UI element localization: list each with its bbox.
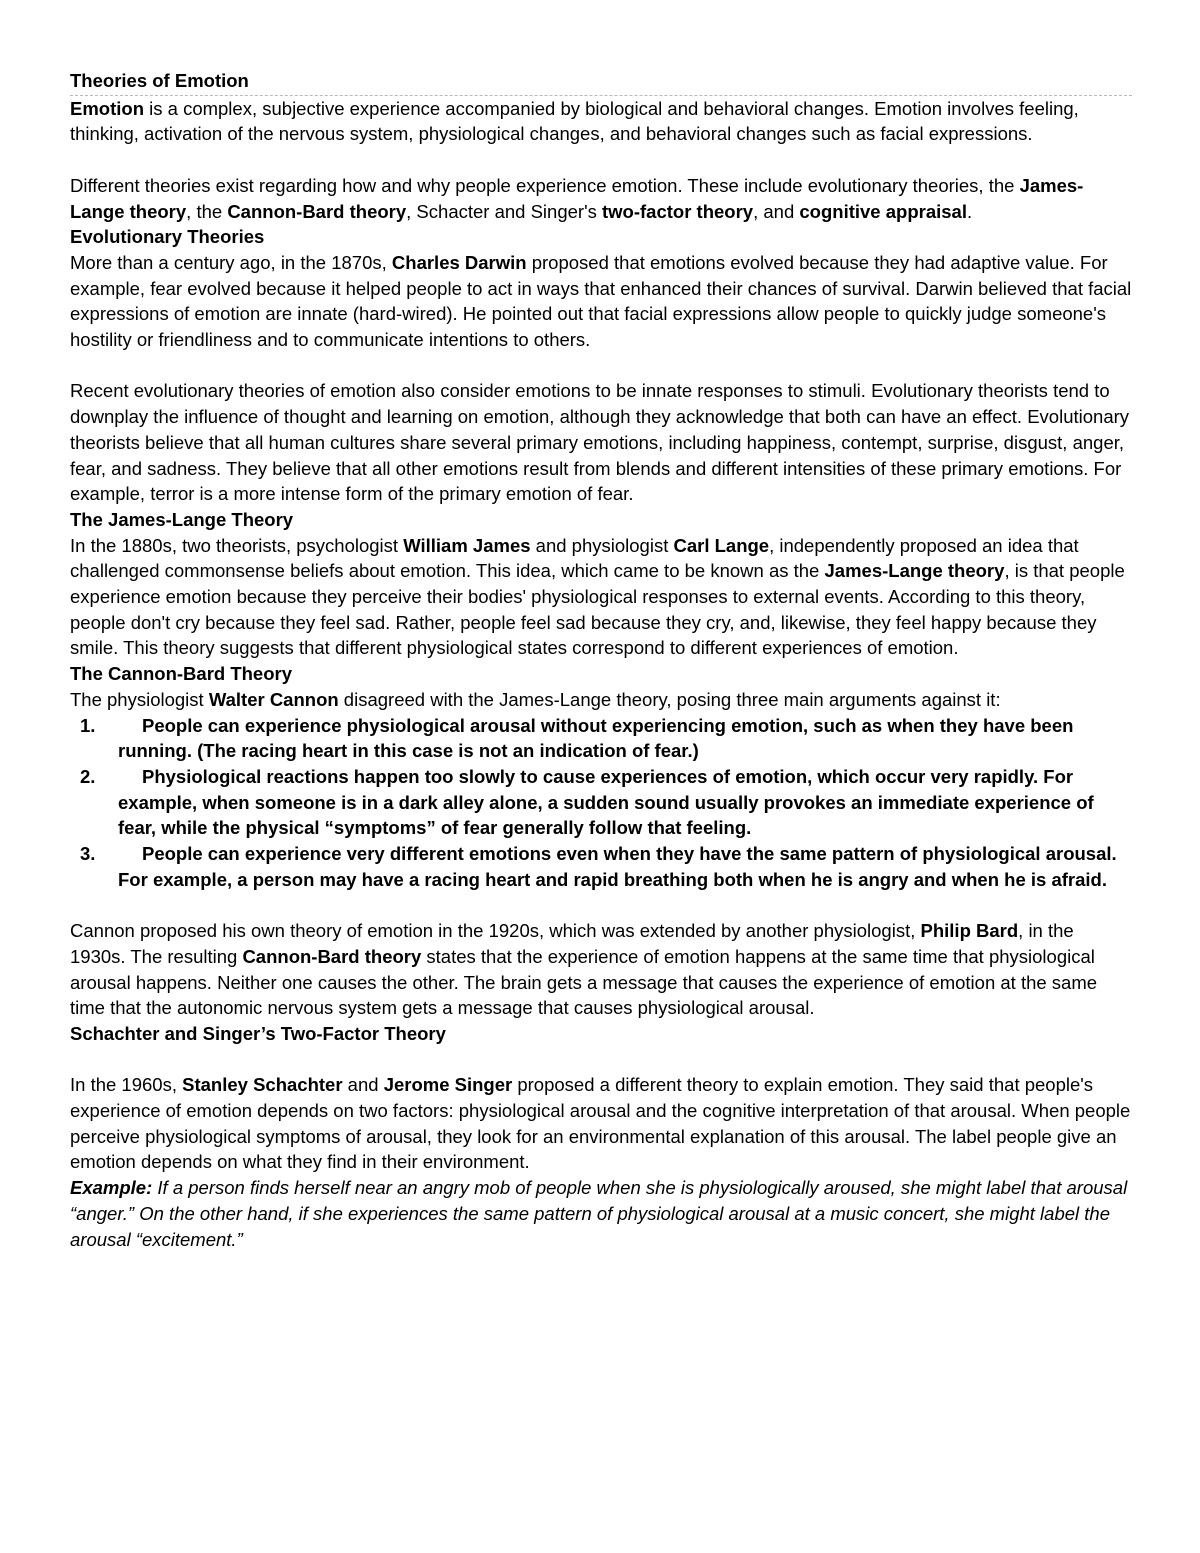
name-carl-lange: Carl Lange — [673, 534, 770, 556]
list-number: 1. — [80, 714, 96, 736]
list-item — [70, 764, 1132, 841]
intro-paragraph-1: Emotion is a complex, subjective experience accompanied by biological and behavioral changes. Emotion involves feeling, thinking, activation of the nervous system, physiological changes, and behavioral changes such as facial expressions. — [70, 97, 1079, 145]
name-william-james: William James — [403, 534, 531, 556]
james-lange-paragraph: In the 1880s, two theorists, psychologist William James and physiologist Carl Lange, independently proposed an idea that challenged commonsense beliefs about emotion. This idea, which came to be known as the James-Lange theory, is that people experience emotion because they perceive their bodies' physiological responses to external events. According to this theory, people don't cry because they feel sad. Rather, people feel sad because they cry, and, likewise, they feel happy because they smile. This theory suggests that different physiological states correspond to different experiences of emotion. — [70, 534, 1125, 659]
term-emotion: Emotion — [70, 97, 144, 119]
list-item — [70, 841, 1132, 892]
document-title: Theories of Emotion — [70, 70, 249, 91]
name-walter-cannon: Walter Cannon — [208, 688, 339, 710]
name-philip-bard: Philip Bard — [920, 920, 1019, 942]
evolutionary-paragraph-2: Recent evolutionary theories of emotion also consider emotions to be innate responses to stimuli. Evolutionary theorists tend to downplay the influence of thought and learning on emotion, although they acknowledge that both can have an effect. Evolutionary theorists believe that all human cultures share several primary emotions, including happiness, contempt, surprise, disgust, anger, fear, and sadness. They believe that all other emotions result from blends and different intensities of these primary emotions. For example, terror is a more intense form of the primary emotion of fear. — [70, 380, 1130, 505]
heading-cannon-bard: The Cannon-Bard Theory — [70, 663, 293, 685]
example-label: Example: — [70, 1177, 153, 1199]
term-cannon-bard: Cannon-Bard theory — [227, 200, 407, 222]
list-text: People can experience physiological arousal without experiencing emotion, such as when they have been running. (The racing heart in this case is not an indication of fear.) — [118, 714, 1074, 762]
term-james-lange-theory: James-Lange theory — [824, 560, 1005, 582]
arguments-list — [70, 713, 1132, 893]
term-james-lange: James-Lange theory — [70, 174, 1084, 222]
document-body — [70, 68, 1132, 1252]
name-jerome-singer: Jerome Singer — [383, 1074, 513, 1096]
two-factor-paragraph: In the 1960s, Stanley Schachter and Jerome Singer proposed a different theory to explain emotion. They said that people's experience of emotion depends on two factors: physiological arousal and the cognitive interpretation of that arousal. When people perceive physiological symptoms of arousal, they look for an environmental explanation of this arousal. The label people give an emotion depends on what they find in their environment. — [70, 1074, 1131, 1173]
term-two-factor: two-factor theory — [602, 200, 754, 222]
cannon-bard-paragraph: Cannon proposed his own theory of emotion in the 1920s, which was extended by another physiologist, Philip Bard, in the 1930s. The resulting Cannon-Bard theory states that the experience of emotion happens at the same time that physiological arousal happens. Neither one causes the other. The brain gets a message that causes the experience of emotion at the same time that the autonomic nervous system gets a message that causes physiological arousal. — [70, 920, 1098, 1019]
list-item — [70, 713, 1132, 764]
example-paragraph: Example: If a person finds herself near an angry mob of people when she is physiologically aroused, she might label that arousal “anger.” On the other hand, if she experiences the same pattern of physiological arousal at a music concert, she might label the arousal “excitement.” — [70, 1177, 1128, 1250]
cannon-bard-intro: The physiologist Walter Cannon disagreed with the James-Lange theory, posing three main arguments against it: — [70, 688, 1001, 710]
term-cannon-bard-theory: Cannon-Bard theory — [242, 945, 422, 967]
list-text: People can experience very different emotions even when they have the same pattern of physiological arousal. For example, a person may have a racing heart and rapid breathing both when he is angry and when he is afraid. — [118, 843, 1117, 890]
list-number: 2. — [80, 765, 96, 787]
name-charles-darwin: Charles Darwin — [391, 251, 527, 273]
heading-evolutionary: Evolutionary Theories — [70, 226, 265, 248]
name-stanley-schachter: Stanley Schachter — [182, 1074, 343, 1096]
evolutionary-paragraph-1: More than a century ago, in the 1870s, Charles Darwin proposed that emotions evolved because they had adaptive value. For example, fear evolved because it helped people to act in ways that enhanced their chances of survival. Darwin believed that facial expressions of emotion are innate (hard-wired). He pointed out that facial expressions allow people to quickly judge someone's hostility or friendliness and to communicate intentions to others. — [70, 251, 1132, 351]
list-text: Physiological reactions happen too slowly to cause experiences of emotion, which occur very rapidly. For example, when someone is in a dark alley alone, a sudden sound usually provokes an immediate experience of fear, while the physical “symptoms” of fear generally follow that feeling. — [118, 765, 1094, 839]
intro-paragraph-2: Different theories exist regarding how and why people experience emotion. These include evolutionary theories, the James-Lange theory, the Cannon-Bard theory, Schacter and Singer's two-factor theory, and cognitive appraisal. — [70, 174, 1084, 222]
heading-two-factor: Schachter and Singer’s Two-Factor Theory — [70, 1022, 446, 1044]
list-number: 3. — [80, 843, 96, 865]
term-cognitive-appraisal: cognitive appraisal — [799, 200, 967, 222]
heading-james-lange: The James-Lange Theory — [70, 508, 294, 530]
